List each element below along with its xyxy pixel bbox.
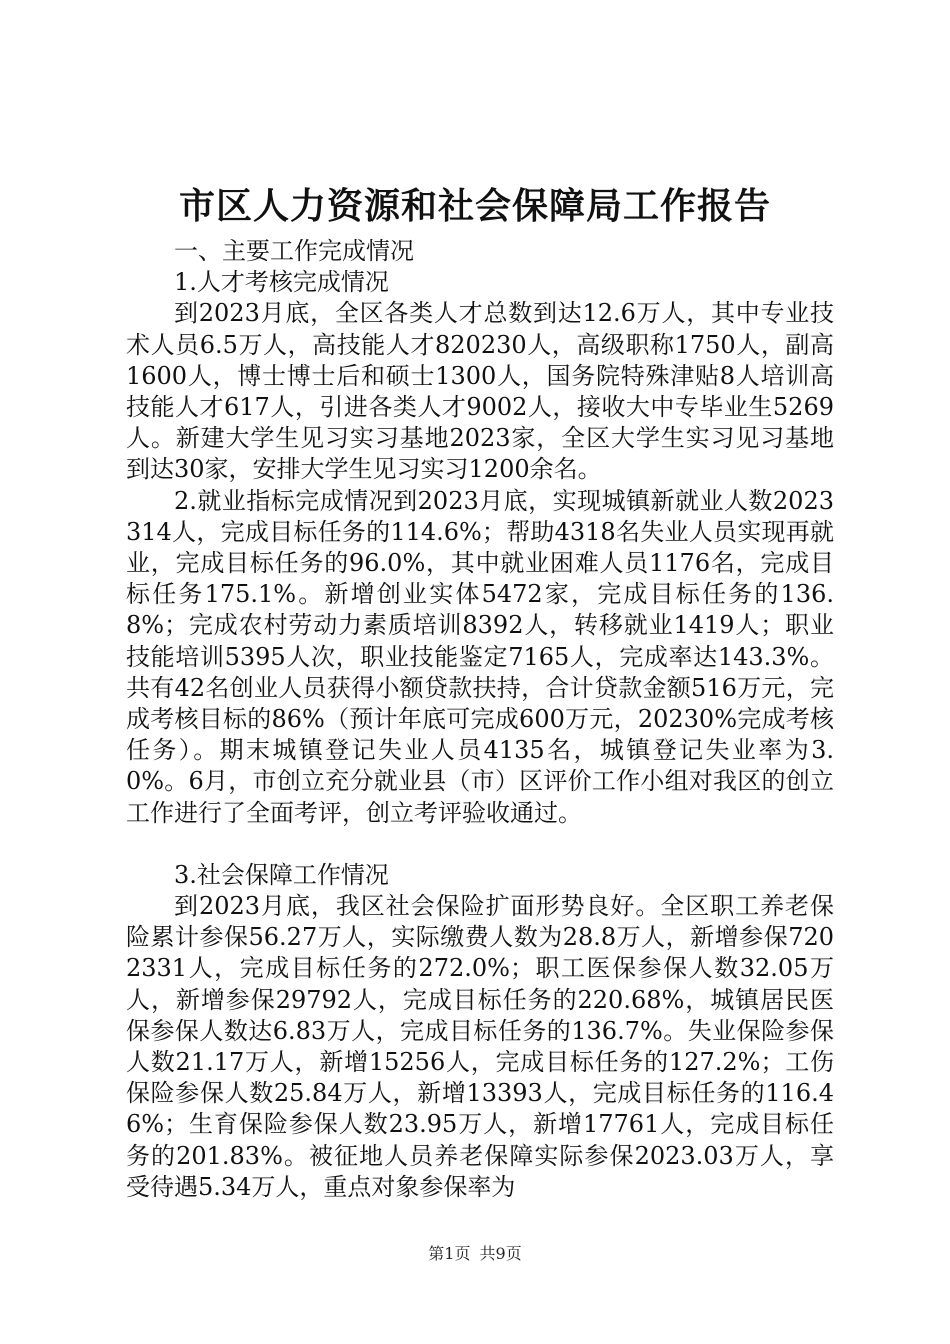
page-total: 共9页: [479, 1244, 522, 1263]
page-number: 第1页: [428, 1244, 471, 1263]
subsection-heading: 3.社会保障工作情况: [174, 860, 389, 889]
page-footer: [0, 1243, 950, 1265]
document-title: 市区人力资源和社会保障局工作报告: [178, 185, 771, 227]
paragraph: 到2023月底，全区各类人才总数到达12.6万人，其中专业技术人员6.5万人，高技能人才820230人，高级职称1750人，副高1600人，博士博士后和硕士1300人，国务院特殊津贴8人培训高技能人才617人，引进各类人才9002人，接收大中专毕业生5269人。新建大学生见习实习基地2023家，全区大学生实习见习基地到达30家，安排大学生见习实习1200余名。: [126, 299, 834, 484]
paragraph: 到2023月底，我区社会保险扩面形势良好。全区职工养老保险累计参保56.27万人，实际缴费人数为28.8万人，新增参保7202331人，完成目标任务的272.0%；职工医保参保人数32.05万人，新增参保29792人，完成目标任务的220.68%，城镇居民医保参保人数达6.83万人，完成目标任务的136.7%。失业保险参保人数21.17万人，新增15256人，完成目标任务的127.2%；工伤保险参保人数25.84万人，新增13393人，完成目标任务的116.46%；生育保险参保人数23.95万人，新增17761人，完成目标任务的201.83%。被征地人员养老保障实际参保2023.03万人，享受待遇5.34万人，重点对象参保率为: [126, 892, 834, 1201]
section-heading: 一、主要工作完成情况: [174, 237, 414, 265]
paragraph: 2.就业指标完成情况到2023月底，实现城镇新就业人数2023314人，完成目标任务的114.6%；帮助4318名失业人员实现再就业，完成目标任务的96.0%，其中就业困难人员1176名，完成目标任务175.1%。新增创业实体5472家，完成目标任务的136.8%；完成农村劳动力素质培训8392人，转移就业1419人；职业技能培训5395人次，职业技能鉴定7165人，完成率达143.3%。共有42名创业人员获得小额贷款扶持，合计贷款金额516万元，完成考核目标的86%（预计年底可完成600万元，20230%完成考核任务）。期末城镇登记失业人员4135名，城镇登记失业率为3.0%。6月，市创立充分就业县（市）区评价工作小组对我区的创立工作进行了全面考评，创立考评验收通过。: [126, 486, 834, 827]
subsection-heading: 1.人才考核完成情况: [174, 268, 389, 297]
document-body: [126, 236, 834, 1203]
